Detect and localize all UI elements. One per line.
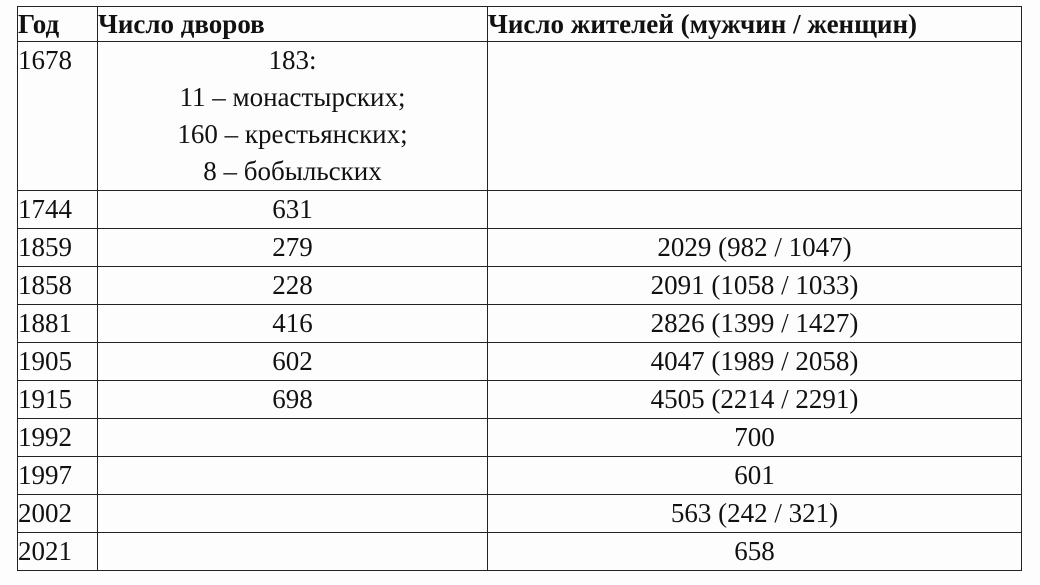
cell-population: 4047 (1989 / 2058) (488, 343, 1022, 381)
cell-yards: 698 (98, 381, 488, 419)
cell-population: 563 (242 / 321) (488, 495, 1022, 533)
cell-population: 4505 (2214 / 2291) (488, 381, 1022, 419)
table-row (18, 457, 1022, 495)
table-row (18, 495, 1022, 533)
yards-total-line: 183: (268, 45, 317, 75)
cell-year: 1997 (18, 457, 98, 495)
cell-population (488, 191, 1022, 229)
header-yards: Число дворов (98, 7, 488, 42)
cell-year: 1744 (18, 191, 98, 229)
cell-year: 2021 (18, 533, 98, 571)
table-row (18, 42, 1022, 191)
table-row (18, 419, 1022, 457)
cell-year: 1905 (18, 343, 98, 381)
cell-year: 1859 (18, 229, 98, 267)
cell-year: 1992 (18, 419, 98, 457)
cell-year: 2002 (18, 495, 98, 533)
cell-year: 1678 (18, 42, 98, 191)
table-row (18, 229, 1022, 267)
table-row (18, 533, 1022, 571)
cell-population: 2826 (1399 / 1427) (488, 305, 1022, 343)
cell-population: 601 (488, 457, 1022, 495)
cell-yards (98, 457, 488, 495)
yards-bobyl-line: 8 – бобыльских (203, 156, 382, 186)
census-table (17, 6, 1022, 571)
cell-population: 2091 (1058 / 1033) (488, 267, 1022, 305)
table-row (18, 191, 1022, 229)
cell-yards: 602 (98, 343, 488, 381)
cell-yards: 416 (98, 305, 488, 343)
table-header-row (18, 7, 1022, 42)
cell-population (488, 42, 1022, 191)
cell-yards (98, 419, 488, 457)
cell-yards: 228 (98, 267, 488, 305)
cell-population: 658 (488, 533, 1022, 571)
cell-yards: 631 (98, 191, 488, 229)
cell-population: 700 (488, 419, 1022, 457)
cell-population: 2029 (982 / 1047) (488, 229, 1022, 267)
cell-yards (98, 495, 488, 533)
header-year: Год (18, 7, 98, 42)
table-row (18, 267, 1022, 305)
cell-year: 1915 (18, 381, 98, 419)
yards-monastery-line: 11 – монастырских; (179, 82, 406, 112)
table-row (18, 343, 1022, 381)
yards-peasant-line: 160 – крестьянских; (177, 119, 408, 149)
cell-yards: 279 (98, 229, 488, 267)
cell-yards (98, 533, 488, 571)
cell-yards (98, 42, 488, 191)
header-population: Число жителей (мужчин / женщин) (488, 7, 1022, 42)
cell-year: 1881 (18, 305, 98, 343)
cell-year: 1858 (18, 267, 98, 305)
table-row (18, 381, 1022, 419)
table-row (18, 305, 1022, 343)
